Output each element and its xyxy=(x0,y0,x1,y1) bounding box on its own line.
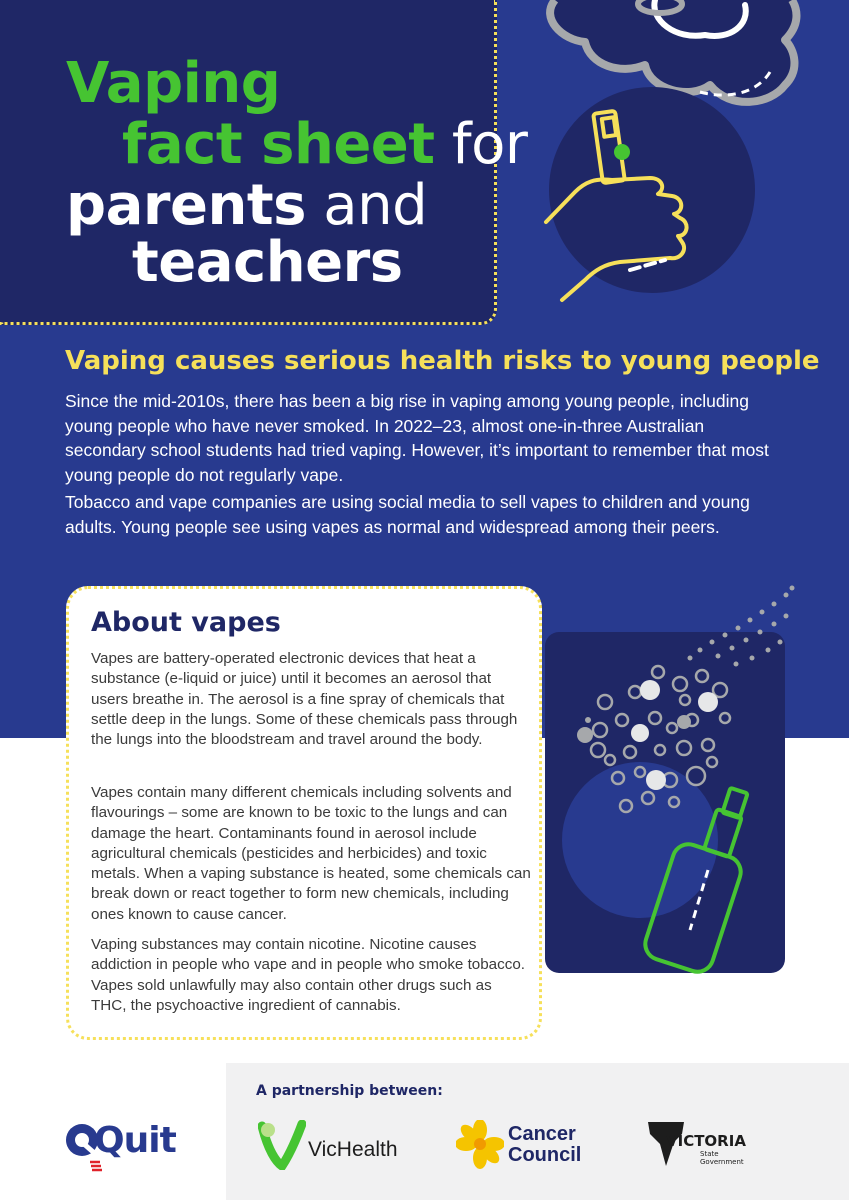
title-fact-sheet: fact sheet xyxy=(122,112,435,177)
vichealth-logo xyxy=(258,1120,398,1170)
spray-dots xyxy=(688,586,795,667)
victoria-sub-2: Government xyxy=(700,1158,744,1166)
daffodil-icon xyxy=(456,1120,504,1170)
cloud-icon xyxy=(550,0,796,102)
quit-logo-text: Quit xyxy=(94,1120,176,1161)
title-line-3 xyxy=(66,173,428,238)
about-title: About vapes xyxy=(91,607,281,638)
intro-paragraph-1: Since the mid-2010s, there has been a big rise in vaping among young people, including young people who have never smoked. In 2022–23, almost one-in-three Australian secondary school students had tried vaping. However, it’s important to remember that most young people do not regularly vape. xyxy=(65,391,769,485)
victoria-sub-1: State xyxy=(700,1150,719,1158)
cancer-council-line-1: Cancer xyxy=(508,1123,576,1145)
partnership-label: A partnership between: xyxy=(256,1083,443,1099)
title-line-4: teachers xyxy=(132,230,403,295)
about-paragraph-1: Vapes are battery-operated electronic devices that heat a substance (e-liquid or juice) until it becomes an aerosol that users breathe in. The aerosol is a fine spray of chemicals that settle deep in the lungs. Some of these chemicals pass through the lungs into the bloodstream and travel around the body. xyxy=(91,650,518,749)
title-panel xyxy=(0,0,528,325)
title-line-2 xyxy=(122,112,528,177)
about-paragraph-3: Vaping substances may contain nicotine. Nicotine causes addiction in people who vape and in people who smoke tobacco. Vapes sold unlawfully may also contain other drugs such as THC, the psychoactive ingredient of cannabis. xyxy=(91,936,525,1014)
intro-paragraph-2: Tobacco and vape companies are using social media to sell vapes to children and young adults. Young people see using vapes as normal and widespread among their peers. xyxy=(65,492,750,537)
cancer-council-line-2: Council xyxy=(508,1144,582,1166)
victoria-government-logo xyxy=(646,1120,756,1170)
vape-spray-illustration xyxy=(540,580,800,980)
hand-vape-illustration xyxy=(500,0,849,330)
about-paragraph-2: Vapes contain many different chemicals including solvents and flavourings – some are known to be toxic to the lungs and can damage the heart. Contaminants found in aerosol include agricultural chemicals (pesticides and herbicides) and toxic metals. When a vaping substance is heated, some chemicals can break down or react together to form new chemicals, including ones known to cause cancer. xyxy=(91,784,531,923)
title-parents: parents xyxy=(66,173,306,238)
title-for: for xyxy=(434,112,528,177)
cancer-council-logo xyxy=(456,1120,586,1170)
vichealth-v-icon xyxy=(258,1120,306,1170)
quit-logo xyxy=(64,1118,174,1172)
about-vapes-box xyxy=(66,586,542,1040)
victoria-logo-text: VICTORIA xyxy=(666,1132,746,1150)
title-and: and xyxy=(305,173,428,238)
vichealth-logo-text: VicHealth xyxy=(308,1138,398,1161)
title-line-1: Vaping xyxy=(66,51,281,116)
section-heading: Vaping causes serious health risks to young people xyxy=(65,346,820,376)
